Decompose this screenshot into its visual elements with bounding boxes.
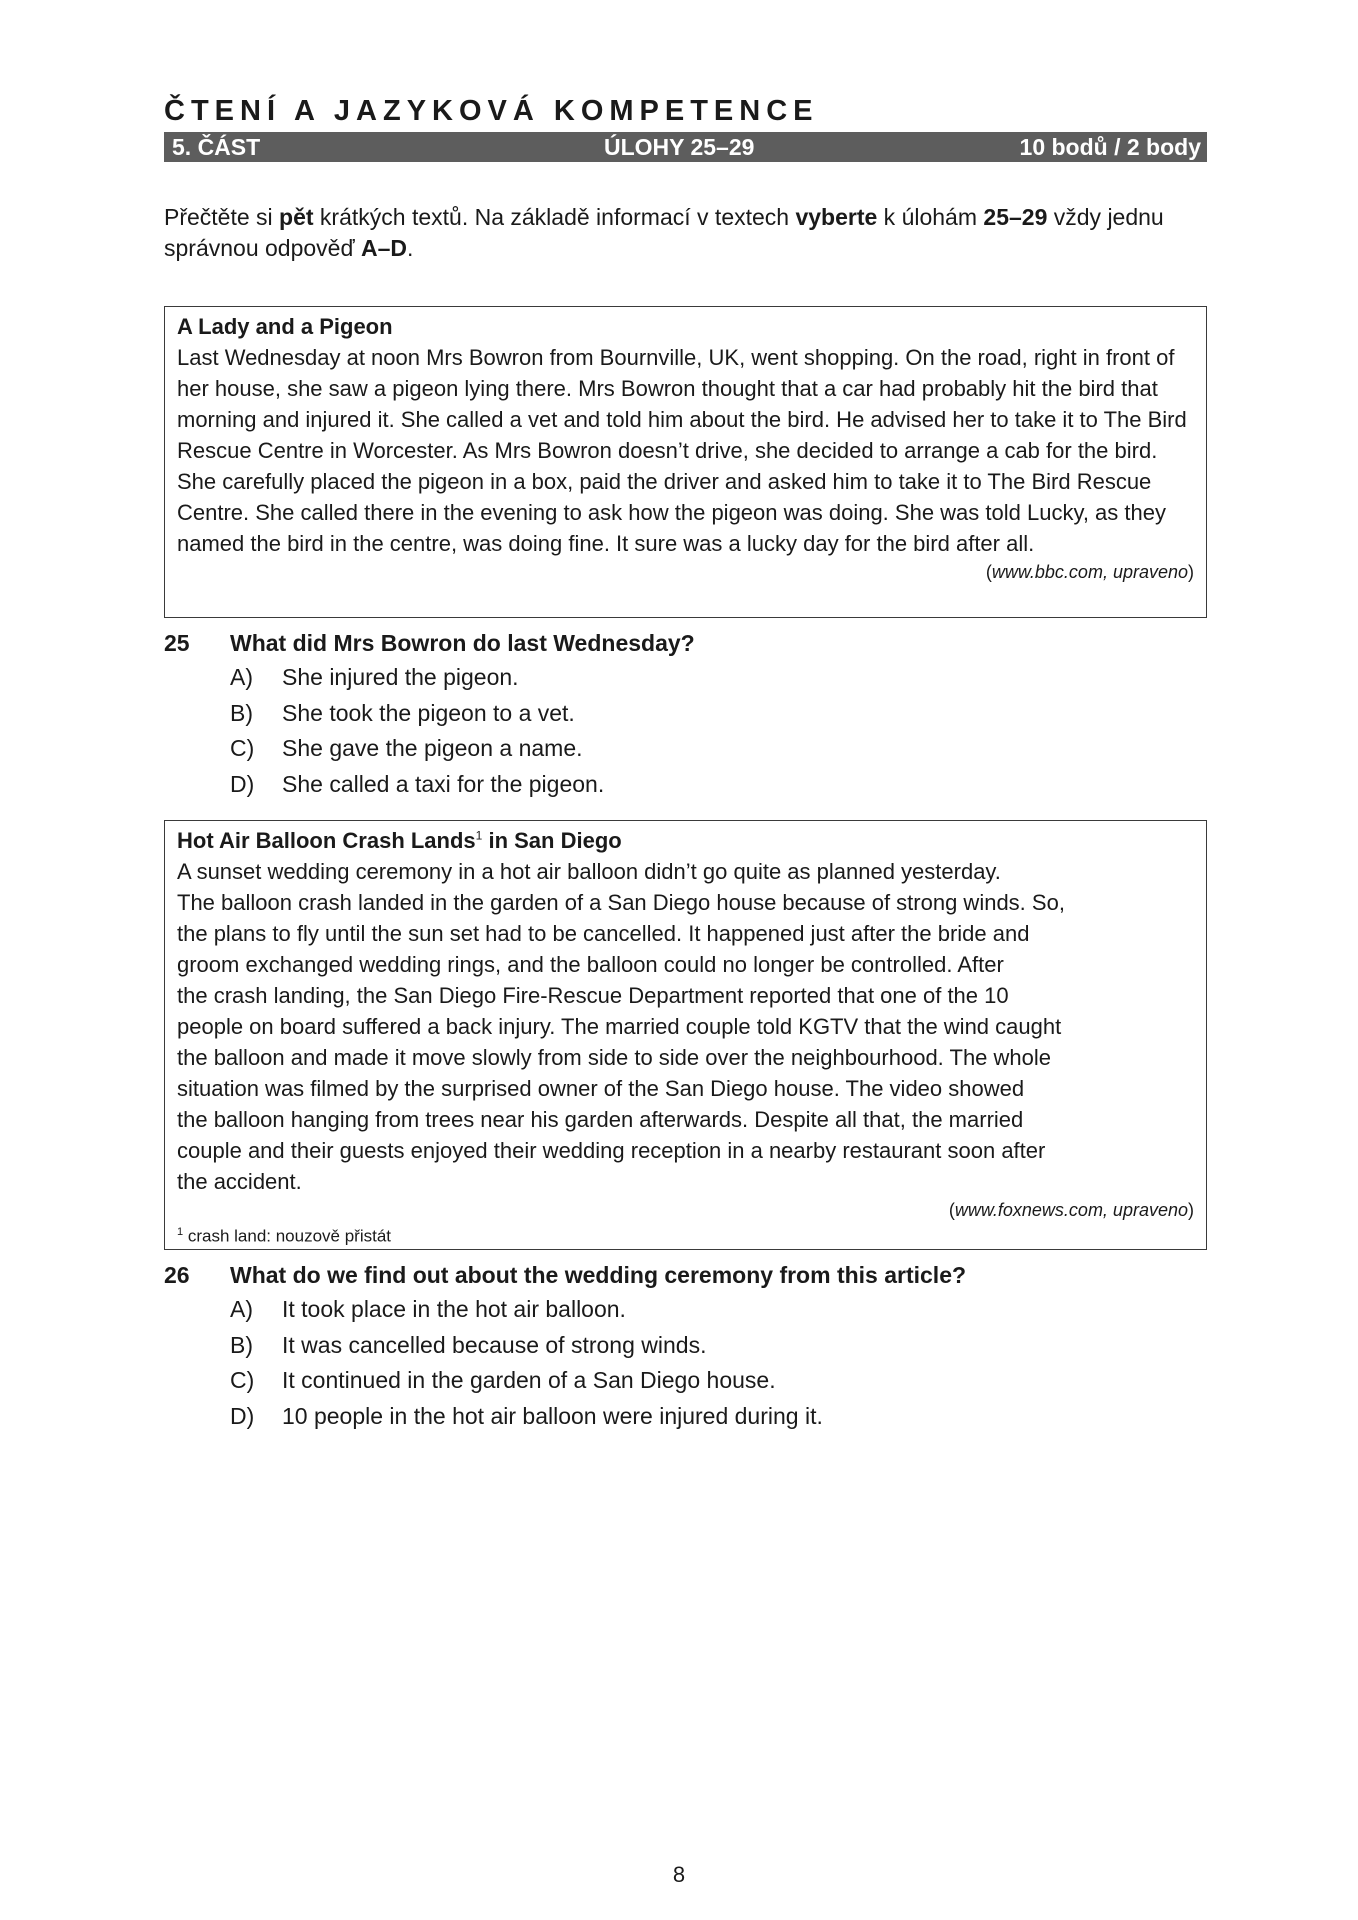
option-letter: A): [230, 1296, 253, 1322]
question-text: What do we find out about the wedding ceremony from this article?: [230, 1262, 967, 1288]
points-label: 10 bodů / 2 body: [1019, 134, 1201, 160]
page-number: 8: [672, 1862, 686, 1887]
answer-option-a[interactable]: [230, 660, 1207, 696]
text-line: the accident.: [177, 1169, 302, 1194]
answer-option-b[interactable]: [230, 1328, 1207, 1364]
instr-bold: A–D: [361, 235, 408, 261]
option-letter: A): [230, 664, 253, 690]
instr-text: .: [407, 235, 414, 261]
footnote-marker: 1: [475, 828, 483, 843]
text-title: [177, 825, 1194, 856]
option-text: She gave the pigeon a name.: [282, 735, 583, 761]
text-line: the balloon and made it move slowly from side to side over the neighbourhood. The whole: [177, 1045, 1052, 1070]
answer-option-c[interactable]: [230, 1363, 1207, 1399]
question-header: [164, 1258, 1207, 1292]
title-part: in San Diego: [482, 828, 622, 853]
instructions: [164, 202, 1207, 264]
part-label: 5. ČÁST: [172, 134, 261, 160]
title-part: Hot Air Balloon Crash Lands: [177, 828, 476, 853]
text-box-pigeon: [164, 306, 1207, 618]
text-title: A Lady and a Pigeon: [177, 314, 393, 339]
question-number: 25: [164, 630, 190, 656]
instr-text: k úlohám: [877, 204, 984, 230]
text-line: couple and their guests enjoyed their wedding reception in a nearby restaurant soon after: [177, 1138, 1046, 1163]
text-box-balloon: [164, 820, 1207, 1250]
question-header: [164, 626, 1207, 660]
option-text: She injured the pigeon.: [282, 664, 519, 690]
text-source: (www.foxnews.com, upraveno): [948, 1200, 1194, 1220]
text-body: [177, 856, 1194, 1197]
instr-text: krátkých textů. Na základě informací v textech: [313, 204, 796, 230]
option-text: It was cancelled because of strong winds.: [282, 1331, 707, 1358]
text-line: situation was filmed by the surprised owner of the San Diego house. The video showed: [177, 1076, 1025, 1101]
option-letter: B): [230, 699, 253, 726]
text-line: The balloon crash landed in the garden of a San Diego house because of strong winds. So,: [177, 890, 1065, 915]
footnote-number: 1: [177, 1226, 184, 1238]
instr-bold: 25–29: [983, 204, 1048, 230]
answer-option-a[interactable]: [230, 1292, 1207, 1328]
footnote-text: crash land: nouzově přistát: [183, 1226, 392, 1246]
text-line: A sunset wedding ceremony in a hot air balloon didn’t go quite as planned yesterday.: [177, 859, 1001, 884]
exam-page: [164, 92, 1207, 1434]
option-text: It took place in the hot air balloon.: [282, 1296, 626, 1322]
instr-bold: pět: [279, 204, 314, 230]
instr-text: vždy jednu správnou odpověď: [164, 204, 1164, 261]
footnote: [177, 1221, 1194, 1248]
text-line: the plans to fly until the sun set had to be cancelled. It happened just after the bride and: [177, 921, 1030, 946]
text-line: groom exchanged wedding rings, and the balloon could no longer be controlled. After: [177, 952, 1004, 977]
answer-option-c[interactable]: [230, 731, 1207, 767]
text-line: the balloon hanging from trees near his garden afterwards. Despite all that, the married: [177, 1107, 1024, 1132]
question-text: What did Mrs Bowron do last Wednesday?: [230, 630, 695, 656]
question-26: [164, 1258, 1207, 1434]
option-letter: C): [230, 735, 255, 761]
source-link-text: www.bbc.com, upraveno: [991, 562, 1188, 582]
text-body: Last Wednesday at noon Mrs Bowron from Bournville, UK, went shopping. On the road, right in front of her house, she saw a pigeon lying there. Mrs Bowron thought that a car had probably hit the bird that morning and injured it. She called a vet and told him about the bird. He advised her to take it to The Bird Rescue Centre in Worcester. As Mrs Bowron doesn’t drive, she decided to arrange a cab for the bird. She carefully placed the pigeon in a box, paid the driver and asked him to take it to The Bird Rescue Centre. She called there in the evening to ask how the pigeon was doing. She was told Lucky, as they named the bird in the centre, was doing fine. It sure was a lucky day for the bird after all.: [177, 345, 1187, 556]
option-text: She took the pigeon to a vet.: [282, 699, 575, 726]
tasks-label: ÚLOHY 25–29: [604, 134, 755, 160]
question-25: [164, 626, 1207, 802]
answer-option-d[interactable]: [230, 1399, 1207, 1435]
text-source: (www.bbc.com, upraveno): [985, 562, 1194, 582]
option-letter: C): [230, 1367, 255, 1393]
option-letter: D): [230, 1402, 255, 1429]
section-title: ČTENÍ A JAZYKOVÁ KOMPETENCE: [164, 95, 819, 127]
source-link-text: www.foxnews.com, upraveno: [954, 1200, 1188, 1220]
question-number: 26: [164, 1262, 190, 1288]
option-text: 10 people in the hot air balloon were injured during it.: [282, 1402, 823, 1429]
option-text: She called a taxi for the pigeon.: [282, 770, 605, 797]
text-line: people on board suffered a back injury. The married couple told KGTV that the wind caught: [177, 1014, 1062, 1039]
answer-option-d[interactable]: [230, 767, 1207, 803]
option-letter: B): [230, 1331, 253, 1358]
option-text: It continued in the garden of a San Diego house.: [282, 1367, 776, 1393]
instr-text: Přečtěte si: [164, 204, 280, 230]
option-letter: D): [230, 770, 255, 797]
answer-options: [230, 1292, 1207, 1434]
answer-option-b[interactable]: [230, 696, 1207, 732]
instr-bold: vyberte: [795, 204, 878, 230]
answer-options: [230, 660, 1207, 802]
section-band: [164, 132, 1207, 162]
text-line: the crash landing, the San Diego Fire-Rescue Department reported that one of the 10: [177, 983, 1009, 1008]
